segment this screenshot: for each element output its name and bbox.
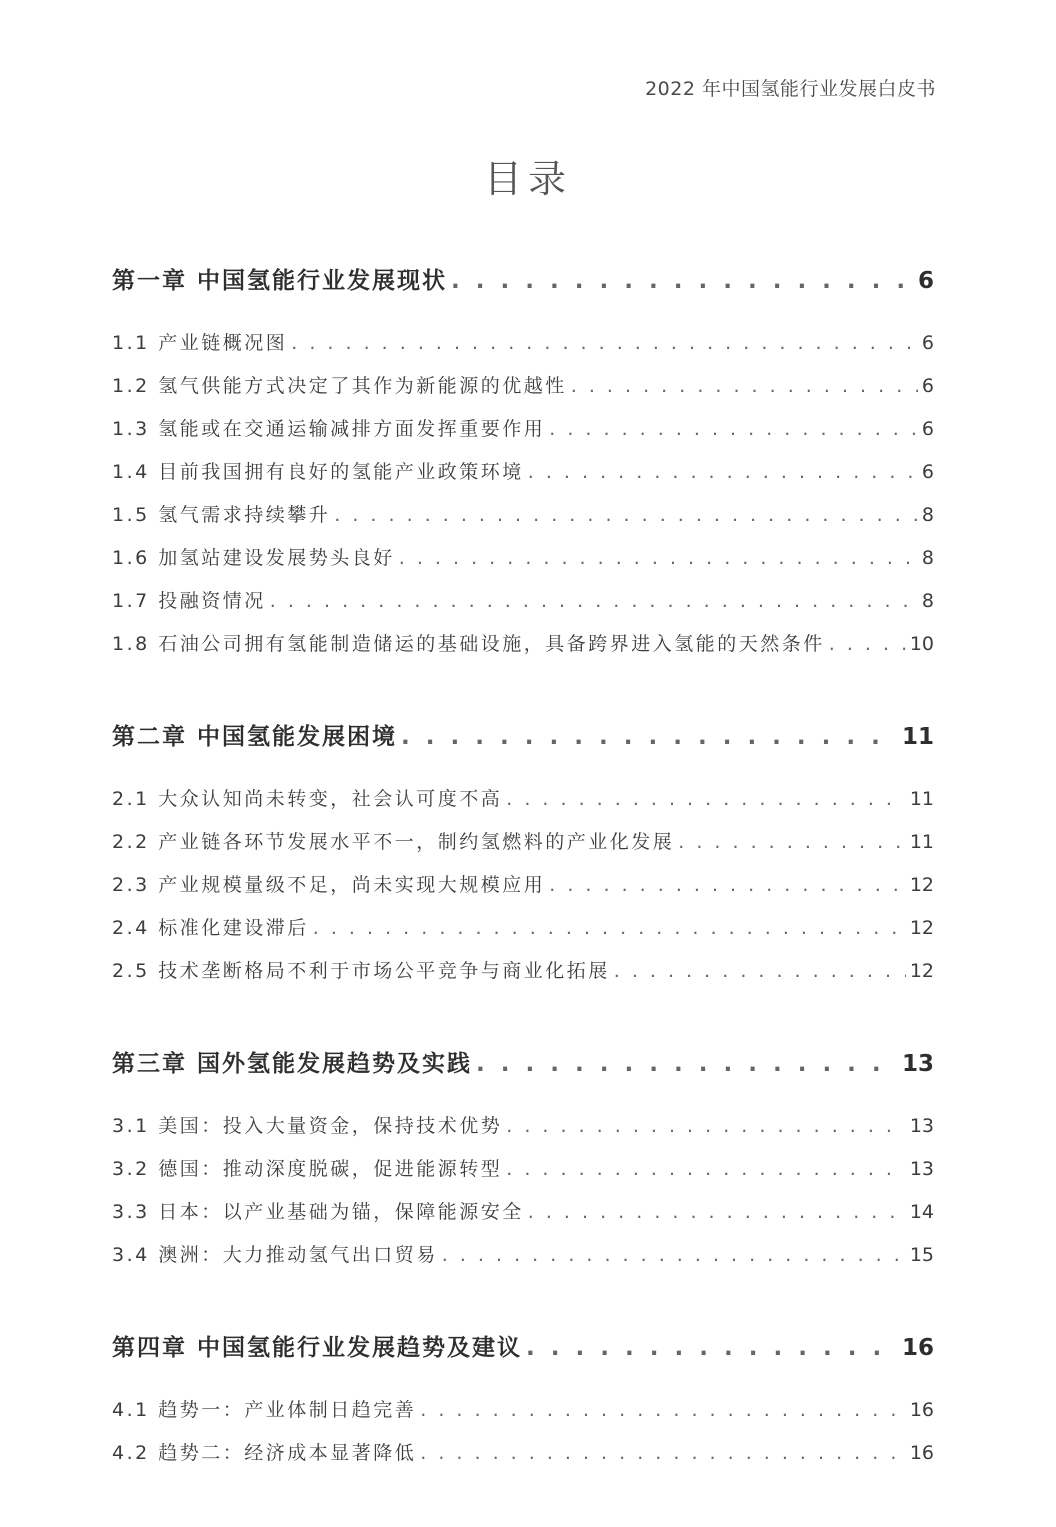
section-page-number: 6 <box>921 418 934 440</box>
dot-leader <box>442 1234 906 1277</box>
chapter-title: 第三章 国外氢能发展趋势及实践 <box>112 1051 473 1077</box>
dot-leader <box>334 494 918 537</box>
section-title: 3.4 澳洲：大力推动氢气出口贸易 <box>112 1244 438 1266</box>
section-page-number: 12 <box>909 874 934 896</box>
section-page-number: 6 <box>921 375 934 397</box>
section-entry[interactable] <box>112 950 934 993</box>
dot-leader <box>506 1148 906 1191</box>
section-title: 2.2 产业链各环节发展水平不一，制约氢燃料的产业化发展 <box>112 831 675 853</box>
chapter-title: 第二章 中国氢能发展困境 <box>112 724 398 750</box>
chapter-entry[interactable] <box>112 708 934 766</box>
chapter-spacer <box>112 1277 934 1319</box>
section-entry[interactable] <box>112 623 934 666</box>
section-title: 1.8 石油公司拥有氢能制造储运的基础设施，具备跨界进入氢能的天然条件 <box>112 633 825 655</box>
section-page-number: 13 <box>909 1115 934 1137</box>
dot-leader <box>313 907 906 950</box>
toc-chapter <box>112 1319 934 1475</box>
section-entry[interactable] <box>112 821 934 864</box>
chapter-gap <box>112 310 934 322</box>
section-page-number: 16 <box>909 1399 934 1421</box>
dot-leader <box>549 408 918 451</box>
chapter-entry[interactable] <box>112 1319 934 1377</box>
section-entry[interactable] <box>112 1389 934 1432</box>
section-title: 3.1 美国：投入大量资金，保持技术优势 <box>112 1115 503 1137</box>
section-entry[interactable] <box>112 864 934 907</box>
section-page-number: 15 <box>909 1244 934 1266</box>
section-entry[interactable] <box>112 1432 934 1475</box>
section-title: 2.5 技术垄断格局不利于市场公平竞争与商业化拓展 <box>112 960 610 982</box>
chapter-page-number: 6 <box>917 268 934 294</box>
section-page-number: 10 <box>909 633 934 655</box>
section-page-number: 13 <box>909 1158 934 1180</box>
dot-leader <box>829 623 906 666</box>
chapter-title: 第四章 中国氢能行业发展趋势及建议 <box>112 1335 523 1361</box>
chapter-spacer <box>112 993 934 1035</box>
chapter-entry[interactable] <box>112 1035 934 1093</box>
section-page-number: 8 <box>921 504 934 526</box>
section-entry[interactable] <box>112 408 934 451</box>
section-title: 1.5 氢气需求持续攀升 <box>112 504 331 526</box>
table-of-contents <box>112 252 934 1475</box>
section-title: 1.4 目前我国拥有良好的氢能产业政策环境 <box>112 461 524 483</box>
section-title: 3.2 德国：推动深度脱碳，促进能源转型 <box>112 1158 503 1180</box>
dot-leader <box>270 580 918 623</box>
section-page-number: 6 <box>921 332 934 354</box>
chapter-page-number: 16 <box>901 1335 934 1361</box>
section-entry[interactable] <box>112 365 934 408</box>
dot-leader <box>571 365 918 408</box>
chapter-gap <box>112 1377 934 1389</box>
dot-leader <box>476 1035 898 1093</box>
dot-leader <box>506 1105 906 1148</box>
section-title: 1.3 氢能或在交通运输减排方面发挥重要作用 <box>112 418 546 440</box>
dot-leader <box>401 708 898 766</box>
dot-leader <box>549 864 906 907</box>
dot-leader <box>451 252 914 310</box>
section-entry[interactable] <box>112 778 934 821</box>
section-entry[interactable] <box>112 1105 934 1148</box>
section-page-number: 11 <box>909 788 934 810</box>
section-entry[interactable] <box>112 1148 934 1191</box>
chapter-page-number: 13 <box>901 1051 934 1077</box>
section-title: 1.2 氢气供能方式决定了其作为新能源的优越性 <box>112 375 567 397</box>
dot-leader <box>420 1432 906 1475</box>
toc-chapter <box>112 252 934 666</box>
section-title: 4.1 趋势一：产业体制日趋完善 <box>112 1399 417 1421</box>
dot-leader <box>506 778 906 821</box>
section-entry[interactable] <box>112 537 934 580</box>
section-page-number: 6 <box>921 461 934 483</box>
section-entry[interactable] <box>112 1191 934 1234</box>
chapter-spacer <box>112 666 934 708</box>
section-page-number: 16 <box>909 1442 934 1464</box>
section-title: 2.1 大众认知尚未转变，社会认可度不高 <box>112 788 503 810</box>
section-entry[interactable] <box>112 907 934 950</box>
section-title: 2.3 产业规模量级不足，尚未实现大规模应用 <box>112 874 546 896</box>
section-title: 1.6 加氢站建设发展势头良好 <box>112 547 395 569</box>
dot-leader <box>526 1319 898 1377</box>
section-page-number: 14 <box>909 1201 934 1223</box>
section-page-number: 12 <box>909 917 934 939</box>
section-entry[interactable] <box>112 1234 934 1277</box>
chapter-title: 第一章 中国氢能行业发展现状 <box>112 268 448 294</box>
chapter-page-number: 11 <box>901 724 934 750</box>
section-entry[interactable] <box>112 494 934 537</box>
section-title: 3.3 日本：以产业基础为锚，保障能源安全 <box>112 1201 524 1223</box>
chapter-entry[interactable] <box>112 252 934 310</box>
section-title: 2.4 标准化建设滞后 <box>112 917 309 939</box>
dot-leader <box>528 451 918 494</box>
section-title: 1.1 产业链概况图 <box>112 332 288 354</box>
section-page-number: 8 <box>921 590 934 612</box>
dot-leader <box>678 821 906 864</box>
dot-leader <box>291 322 918 365</box>
section-entry[interactable] <box>112 322 934 365</box>
section-title: 4.2 趋势二：经济成本显著降低 <box>112 1442 417 1464</box>
section-page-number: 8 <box>921 547 934 569</box>
toc-chapter <box>112 708 934 993</box>
dot-leader <box>420 1389 906 1432</box>
dot-leader <box>399 537 918 580</box>
section-entry[interactable] <box>112 451 934 494</box>
toc-chapter <box>112 1035 934 1277</box>
chapter-gap <box>112 1093 934 1105</box>
dot-leader <box>528 1191 906 1234</box>
chapter-gap <box>112 766 934 778</box>
section-page-number: 12 <box>909 960 934 982</box>
dot-leader <box>614 950 906 993</box>
toc-title: 目录 <box>483 157 572 201</box>
section-page-number: 11 <box>909 831 934 853</box>
section-title: 1.7 投融资情况 <box>112 590 266 612</box>
section-entry[interactable] <box>112 580 934 623</box>
running-header: 2022 年中国氢能行业发展白皮书 <box>645 78 936 100</box>
